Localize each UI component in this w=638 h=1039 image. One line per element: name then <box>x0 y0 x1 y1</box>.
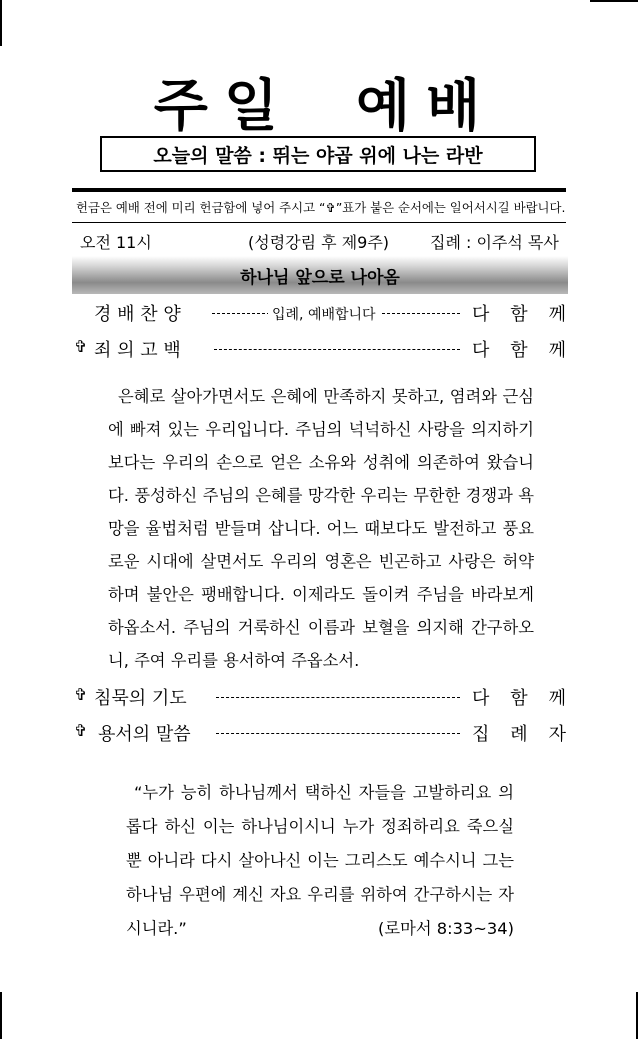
crop-mark-top-right <box>590 0 638 2</box>
liturgical-season: (성령강림 후 제9주) <box>248 233 390 252</box>
cross-icon: ✞ <box>74 721 88 740</box>
title-word-1: 주 일 <box>153 74 282 139</box>
order-participant: 다 함 께 <box>472 340 566 361</box>
dotted-leader <box>216 733 460 734</box>
word-of-today-box <box>100 136 536 172</box>
order-label: 용서의 말씀 <box>98 724 191 745</box>
thick-divider <box>72 188 566 192</box>
section-title: 하나님 앞으로 나아옴 <box>240 267 400 288</box>
absolution-verse <box>126 776 514 946</box>
verse-text: “누가 능히 하나님께서 택하신 자들을 고발하리요 의롭다 하신 이는 하나님이시니 누가 정죄하리요 죽으실 뿐 아니라 다시 살아나신 이는 그리스도 예수시니 그는 하나님 우편에 계신 자요 우리를 위하여 간구하시는 자시니라.” <box>126 783 514 938</box>
order-row-confession <box>72 336 568 366</box>
offering-notice: 헌금은 예배 전에 미리 헌금함에 넣어 주시고 “✞”표가 붙은 순서에는 일어서시길 바랍니다. <box>76 200 566 215</box>
page-title <box>0 62 638 142</box>
verse-reference: (로마서 8:33~34) <box>368 912 514 946</box>
order-note: 입례, 예배합니다 <box>268 304 380 324</box>
order-participant: 다 함 께 <box>472 688 566 709</box>
order-participant: 집 례 자 <box>472 724 566 745</box>
order-participant: 다 함 께 <box>472 304 566 325</box>
crop-mark-top-left <box>0 0 2 46</box>
crop-mark-bottom-left <box>0 992 2 1039</box>
order-row-absolution <box>72 720 568 750</box>
dotted-leader <box>216 697 460 698</box>
service-leader: 집례 : 이주석 목사 <box>430 233 559 252</box>
thin-divider <box>72 222 566 223</box>
word-of-today-text: 오늘의 말씀 : 뛰는 야곱 위에 나는 라반 <box>153 144 483 167</box>
order-label: 죄 의 고 백 <box>94 340 181 361</box>
dotted-leader <box>214 349 460 350</box>
cross-icon: ✞ <box>74 685 88 704</box>
title-word-2: 예 배 <box>356 74 485 139</box>
confession-text: 은혜로 살아가면서도 은혜에 만족하지 못하고, 염려와 근심에 빠져 있는 우리입니다. 주님의 넉넉하신 사랑을 의지하기보다는 우리의 손으로 얻은 소유와 성취에 의존하여 왔습니다. 풍성하신 주님의 은혜를 망각한 우리는 무한한 경쟁과 욕망을 율법처럼 받들며 삽니다. 어느 때보다도 발전하고 풍요로운 시대에 살면서도 우리의 영혼은 빈곤하고 사랑은 허약하며 불안은 팽배합니다. 이제라도 돌이켜 주님을 바라보게 하옵소서. 주님의 거룩하신 이름과 보혈을 의지해 간구하오니, 주여 우리를 용서하여 주옵소서. <box>108 387 534 670</box>
order-label: 침묵의 기도 <box>94 688 187 709</box>
confession-prayer <box>108 380 534 677</box>
order-row-silent-prayer <box>72 684 568 714</box>
section-banner <box>72 256 568 294</box>
order-label: 경 배 찬 양 <box>94 304 181 325</box>
service-time: 오전 11시 <box>80 233 152 252</box>
order-row-worship <box>72 300 568 330</box>
cross-icon: ✞ <box>74 337 88 356</box>
